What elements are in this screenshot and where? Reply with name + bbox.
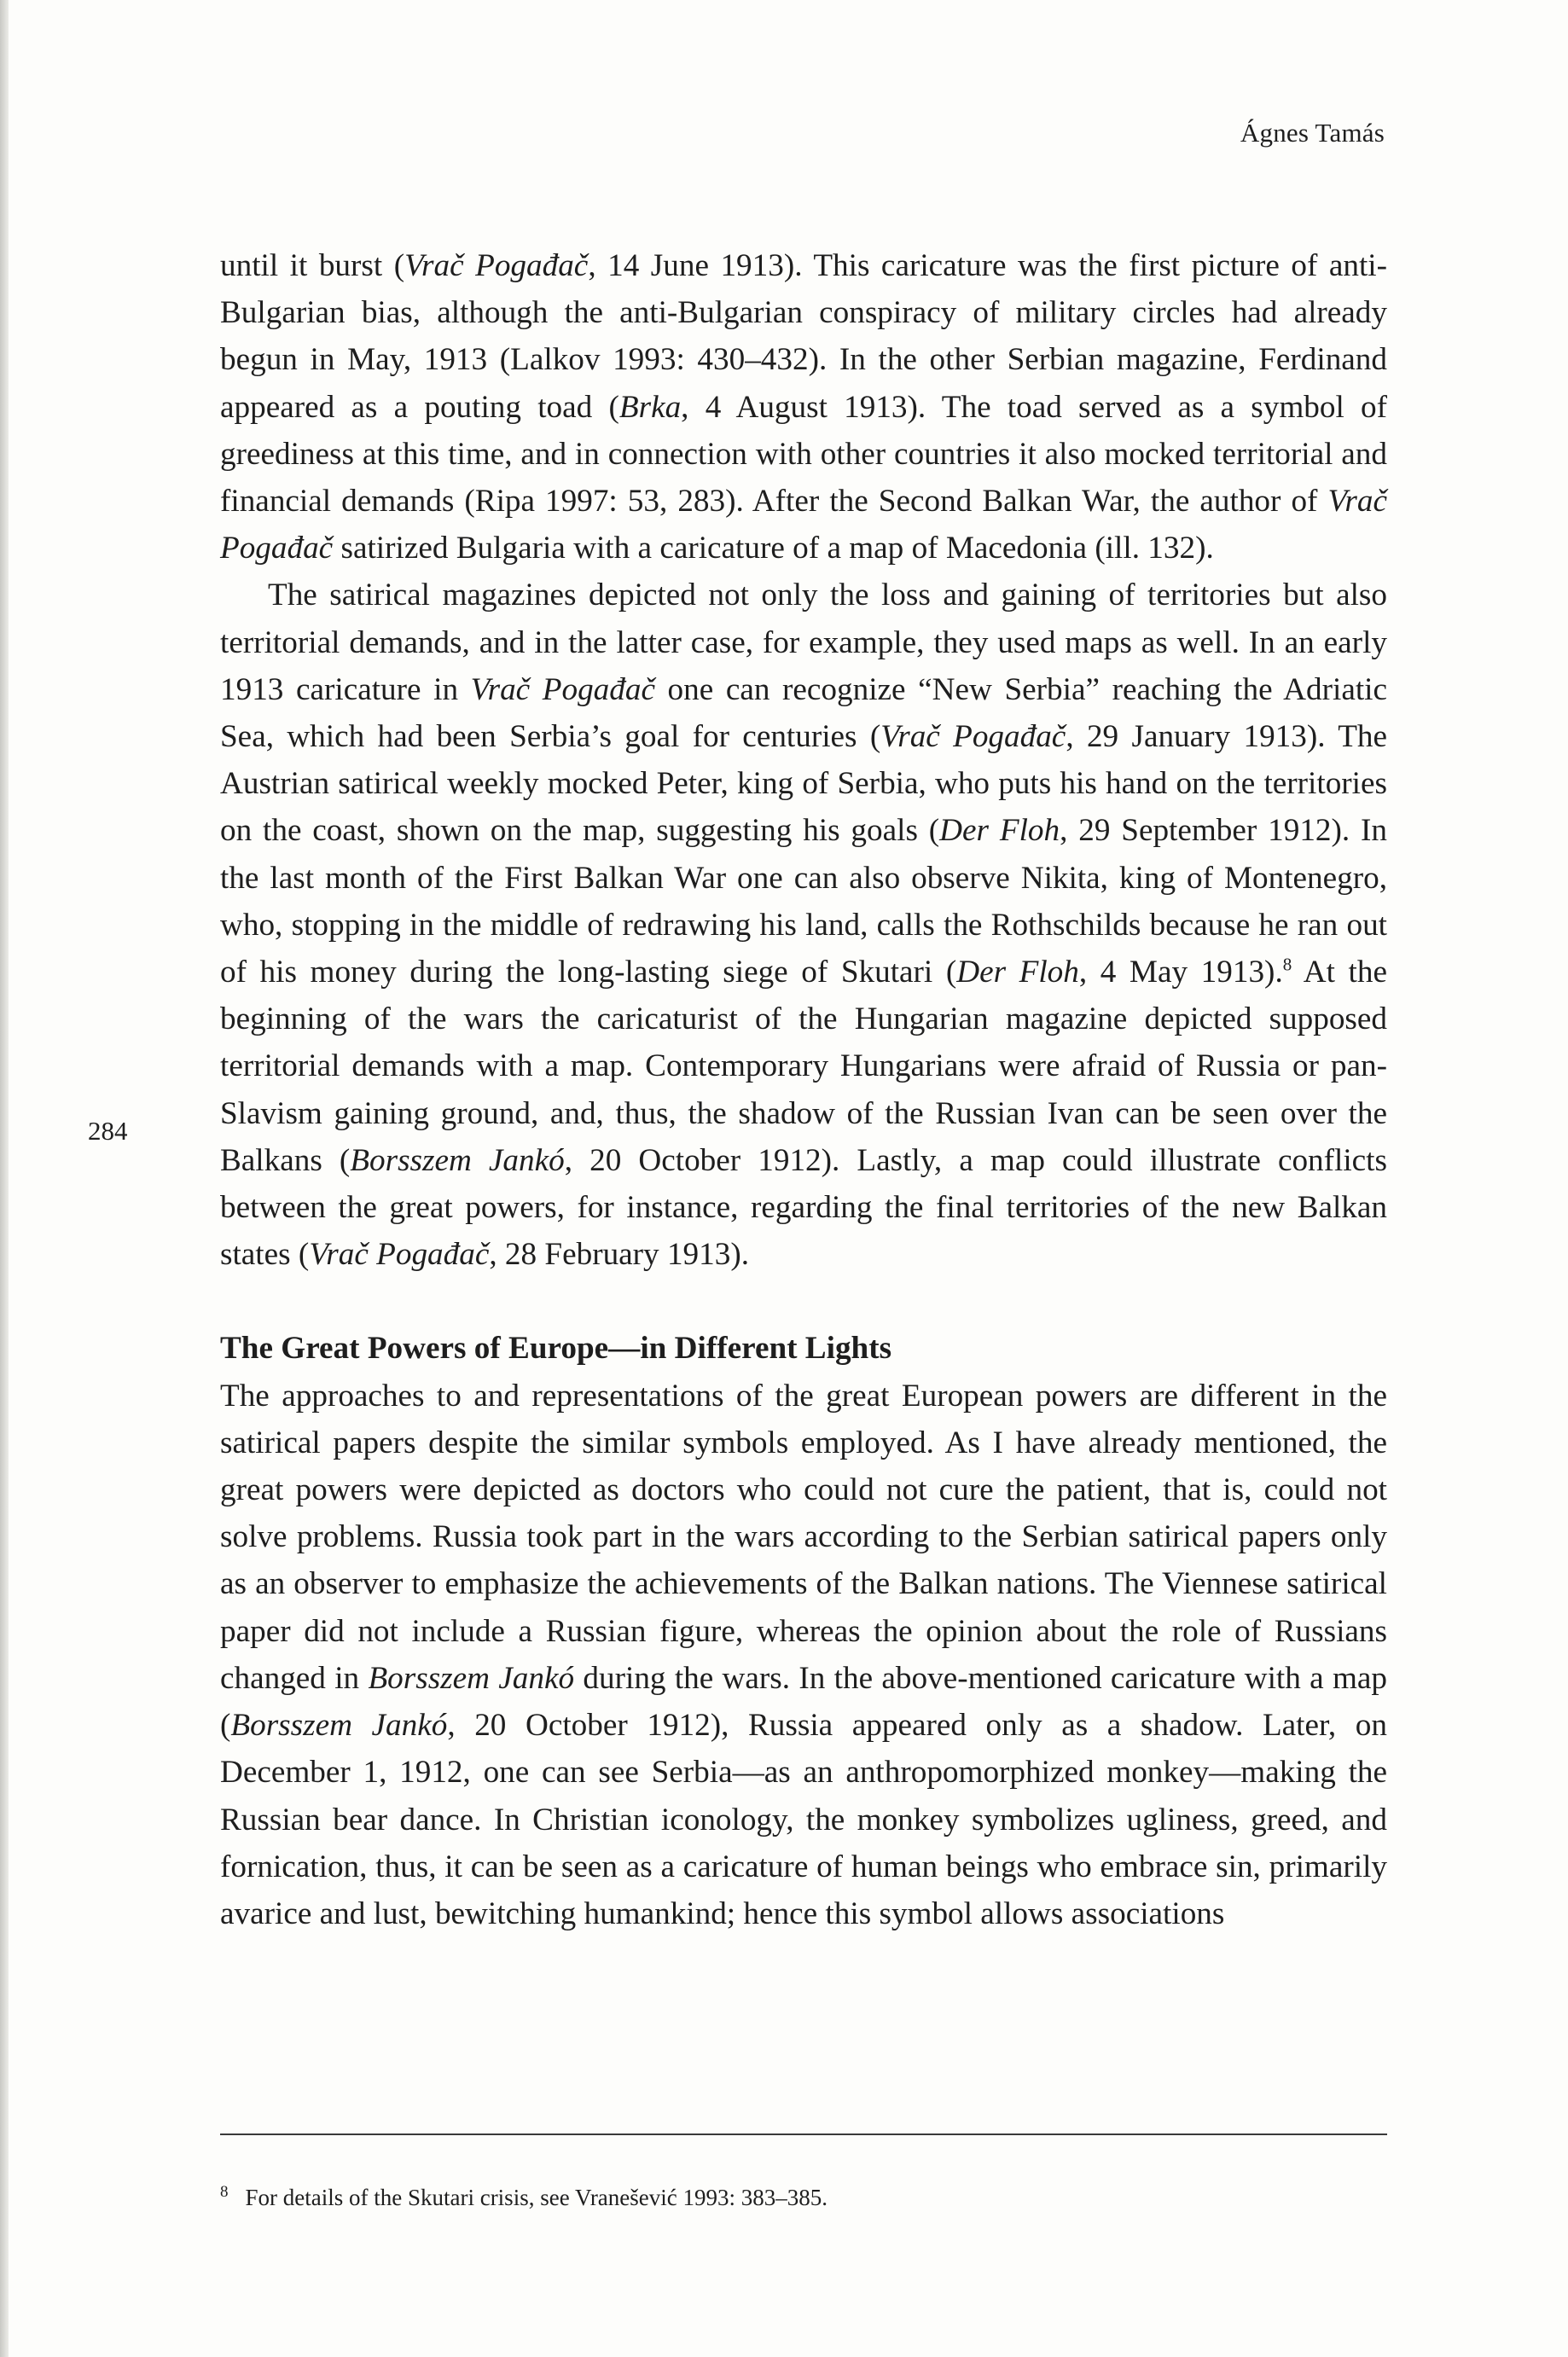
text-run: , 4 August 1913). The toad served as a symbol of greediness at this time, and in connection with other countries it also mocked territorial and financial demands (Ripa 1997: 53, 283). After the Second Balkan War, the author of [220, 389, 1388, 520]
publication-title: Vrač Pogađač [880, 719, 1066, 755]
publication-title: Borsszem Jankó [368, 1660, 575, 1696]
text-run: , 4 May 1913). [1078, 955, 1283, 990]
footnote-divider [220, 2133, 1387, 2135]
text-run: At the beginning of the wars the caricaturist of the Hungarian magazine depicted supposed territorial demands with a map. Contemporary Hungarians were afraid of Russia or pan-Slavism gaining ground, and, thus, the shadow of the Russian Ivan can be seen over the Balkans ( [220, 955, 1387, 1178]
text-run: one can recognize “New Serbia” reaching the Adriatic Sea, which had been Serbia’s goal for centuries ( [220, 671, 1387, 755]
footnote-number: 8 [220, 2183, 229, 2201]
footnote-reference: 8 [1282, 954, 1292, 975]
page-scan-edge [0, 0, 9, 2357]
text-run: until it burst ( [220, 248, 405, 283]
publication-title: Brka [618, 389, 682, 425]
text-run: , 28 February 1913). [489, 1237, 750, 1273]
text-run: , 29 January 1913). The Austrian satirical weekly mocked Peter, king of Serbia, who puts his hand on the territories on the coast, shown on the map, suggesting his goals ( [220, 719, 1388, 849]
paragraph-1 [220, 242, 1387, 572]
text-run: during the wars. In the above-mentioned caricature with a map ( [220, 1660, 1387, 1744]
text-run: , 14 June 1913). This caricature was the first picture of anti-Bulgarian bias, although the anti-Bulgarian conspiracy of military circles had already begun in May, 1913 (Lalkov 1993: 430–432). In the other Serbian magazine, Ferdinand appeared as a pouting toad ( [220, 248, 1387, 425]
text-run: The satirical magazines depicted not only the loss and gaining of territories but also territorial demands, and in the latter case, for example, they used maps as well. In an early 1913 caricature in [220, 578, 1387, 707]
publication-title: Der Floh [956, 955, 1079, 990]
publication-title: Vrač Pogađač [220, 484, 1387, 566]
publication-title: Vrač Pogađač [470, 671, 655, 707]
footnote-text: For details of the Skutari crisis, see Vranešević 1993: 383–385. [245, 2185, 828, 2210]
running-head-author: Ágnes Tamás [1240, 118, 1385, 148]
publication-title: Vrač Pogađač [404, 248, 589, 283]
paragraph-2 [220, 572, 1387, 1278]
text-run: , 29 September 1912). In the last month of the First Balkan War one can also observe Nikita, king of Montenegro, who, stopping in the middle of redrawing his land, calls the Rothschilds because he ran out of his money during the long-lasting siege of Skutari ( [220, 813, 1388, 990]
footnote-8 [220, 2177, 828, 2213]
text-run: , 20 October 1912). Lastly, a map could illustrate conflicts between the great powers, for instance, regarding the final territories of the new Balkan states ( [220, 1142, 1387, 1273]
publication-title: Borsszem Jankó [350, 1142, 565, 1178]
main-text [220, 242, 1387, 1937]
section-heading: The Great Powers of Europe—in Different Lights [220, 1331, 892, 1367]
publication-title: Vrač Pogađač [309, 1237, 490, 1273]
text-run: The approaches to and representations of the great European powers are different in the satirical papers despite the similar symbols employed. As I have already mentioned, the great powers were depicted as doctors who could not cure the patient, that is, could not solve problems. Russia took part in the wars according to the Serbian satirical papers only as an observer to emphasize the achievements of the Balkan nations. The Viennese satirical paper did not include a Russian figure, whereas the opinion about the role of Russians changed in [220, 1378, 1387, 1696]
paragraph-3 [220, 1373, 1387, 1937]
text-run: satirized Bulgaria with a caricature of a map of Macedonia (ill. 132). [333, 531, 1214, 566]
publication-title: Borsszem Jankó [230, 1708, 448, 1744]
page-number: 284 [88, 1116, 128, 1146]
text-run: , 20 October 1912), Russia appeared only as a shadow. Later, on December 1, 1912, one can see Serbia—as an anthropomorphized monkey—making the Russian bear dance. In Christian iconology, the monkey symbolizes ugliness, greed, and fornication, thus, it can be seen as a caricature of human beings who embrace sin, primarily avarice and lust, bewitching humankind; hence this symbol allows associations [220, 1708, 1387, 1931]
publication-title: Der Floh [939, 813, 1060, 849]
